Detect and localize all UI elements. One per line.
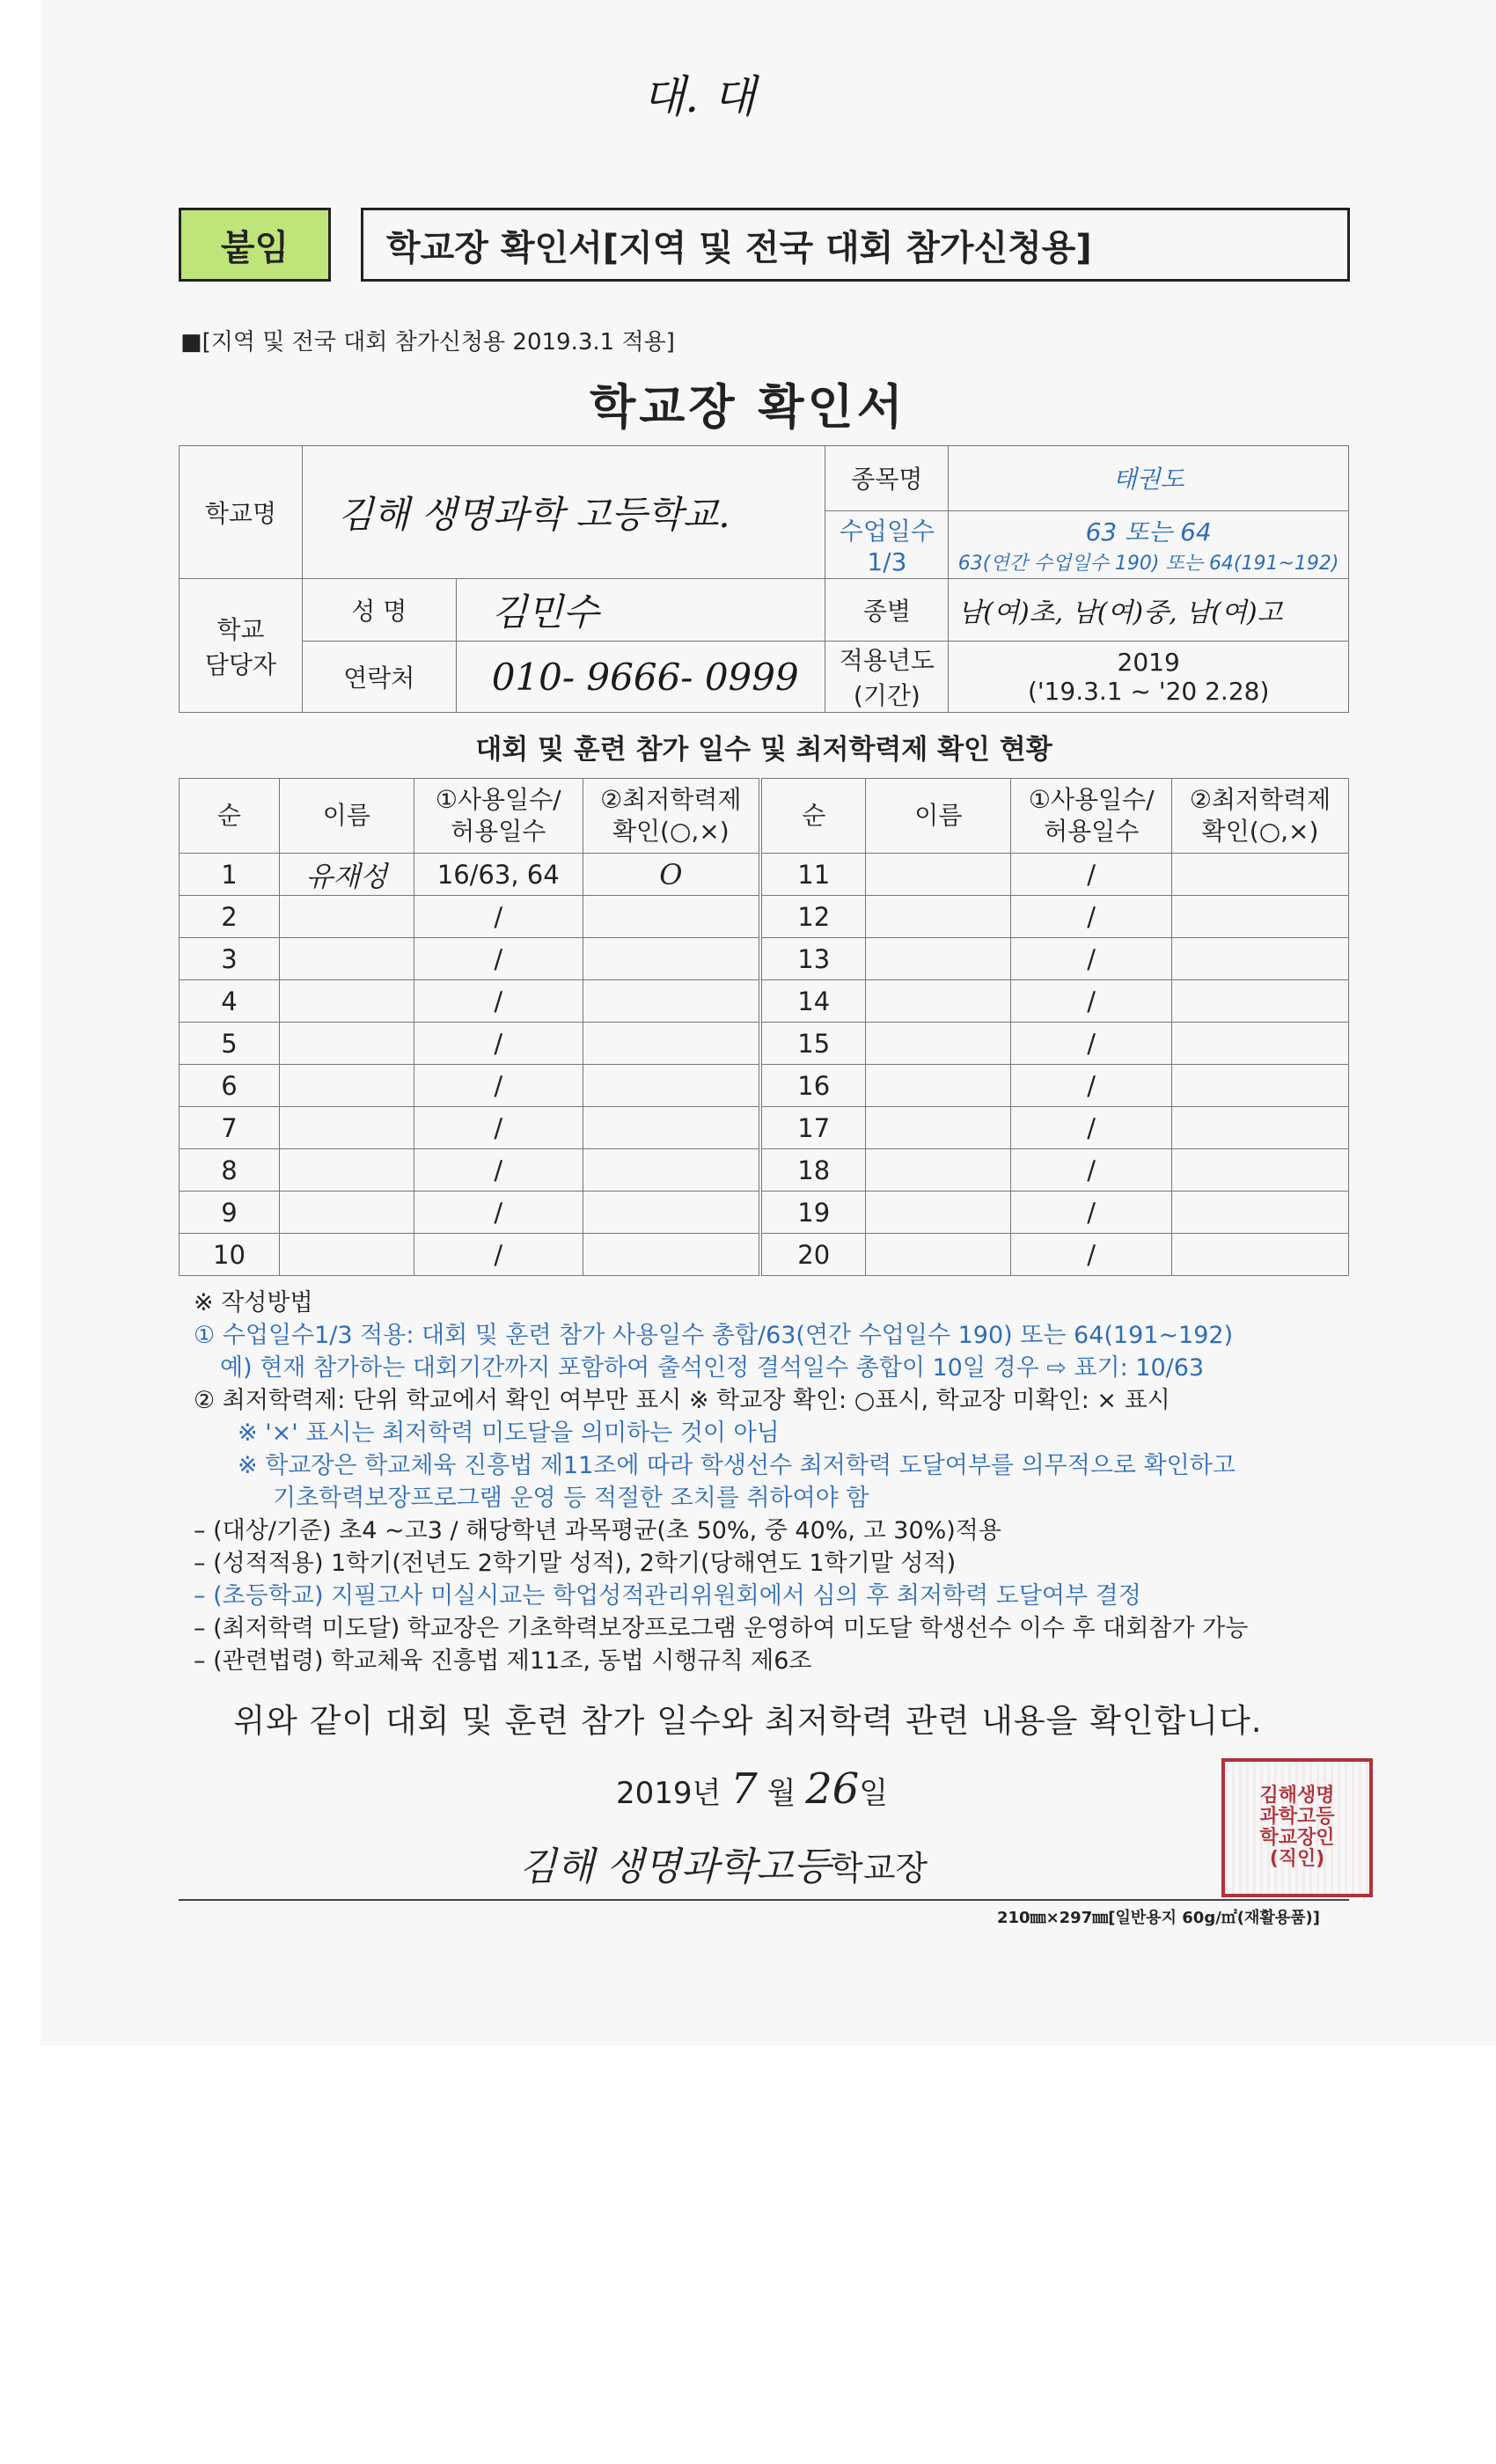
- col-header-academic-line1: ②최저학력제: [600, 785, 742, 814]
- row-days-right: /: [1011, 854, 1172, 896]
- row-name: [279, 1234, 414, 1276]
- table-row: [180, 854, 1349, 896]
- note-grades: – (성적적용) 1학기(전년도 2학기말 성적), 2학기(당해연도 1학기말 성적): [194, 1550, 957, 1577]
- note-1: ① 수업일수1/3 적용: 대회 및 훈련 참가 사용일수 총합/63(연간 수업일수 190) 또는 64(191~192): [194, 1322, 1234, 1349]
- col-header-academic-right-line1: ②최저학력제: [1189, 785, 1331, 814]
- row-academic: [583, 1107, 760, 1149]
- official-seal: [1221, 1758, 1373, 1897]
- row-name: [279, 980, 414, 1023]
- year-label-line2: (기간): [853, 681, 920, 710]
- principal-school-name: 김해 생명과학고등: [519, 1844, 832, 1889]
- table-row: [180, 1107, 1349, 1149]
- row-days: /: [414, 1023, 583, 1065]
- row-no-right: 20: [760, 1234, 866, 1276]
- col-header-no-right: 순: [760, 779, 866, 854]
- row-academic: [583, 1192, 760, 1234]
- year-value-line1: 2019: [1117, 648, 1180, 677]
- row-name: [279, 1192, 414, 1234]
- row-academic: [583, 1234, 760, 1276]
- table-row: [180, 1192, 1349, 1234]
- row-no: 6: [180, 1065, 280, 1107]
- table-row: [180, 1149, 1349, 1192]
- header-title: 학교장 확인서[지역 및 전국 대회 참가신청용]: [361, 208, 1350, 282]
- row-days: /: [414, 1149, 583, 1192]
- row-days-right: /: [1011, 1107, 1172, 1149]
- row-days-right: /: [1011, 1192, 1172, 1234]
- row-no-right: 13: [760, 938, 866, 980]
- year-value: [949, 642, 1349, 713]
- row-academic: [583, 1065, 760, 1107]
- row-name: [279, 1149, 414, 1192]
- paper-spec: 210㎜×297㎜[일반용지 60g/㎡(재활용품)]: [997, 1909, 1321, 1927]
- row-academic-right: [1172, 1107, 1349, 1149]
- section-heading: 대회 및 훈련 참가 일수 및 최저학력제 확인 현황: [475, 734, 1052, 766]
- participation-table: [179, 778, 1349, 1276]
- row-name-right: [866, 854, 1011, 896]
- staff-label-line1: 학교: [216, 614, 265, 644]
- row-days-right: /: [1011, 1065, 1172, 1107]
- gender-value: 남(여)초, 남(여)중, 남(여)고: [949, 579, 1349, 642]
- school-name-label: 학교명: [180, 446, 303, 579]
- row-name: [279, 1065, 414, 1107]
- row-name-right: [866, 1023, 1011, 1065]
- year-value-line2: ('19.3.1 ~ '20 2.28): [1027, 677, 1270, 706]
- col-header-days-line2: 허용일수: [451, 817, 546, 846]
- row-days-right: /: [1011, 1149, 1172, 1192]
- gender-label: 종별: [825, 579, 949, 642]
- row-no: 9: [180, 1192, 280, 1234]
- row-days: /: [414, 938, 583, 980]
- row-no: 3: [180, 938, 280, 980]
- date-month-value: 7: [730, 1764, 758, 1814]
- row-no-right: 11: [760, 854, 866, 896]
- note-below-standard: – (최저학력 미도달) 학교장은 기초학력보장프로그램 운영하여 미도달 학생선수 이수 후 대회참가 가능: [194, 1615, 1249, 1642]
- row-academic: O: [583, 854, 760, 896]
- col-header-academic-right-line2: 확인(○,×): [1201, 817, 1319, 846]
- handwritten-top-note: 대. 대: [642, 71, 756, 122]
- row-no-right: 19: [760, 1192, 866, 1234]
- attachment-badge: 붙임: [179, 208, 331, 282]
- row-days-right: /: [1011, 980, 1172, 1023]
- row-academic-right: [1172, 980, 1349, 1023]
- seal-label: (직인): [1269, 1848, 1325, 1870]
- row-no: 1: [180, 854, 280, 896]
- contact-value: 010- 9666- 0999: [456, 642, 825, 713]
- main-title: 학교장 확인서: [590, 379, 906, 435]
- col-header-days: [414, 779, 583, 854]
- event-value: 태권도: [949, 446, 1349, 511]
- row-academic: [583, 980, 760, 1023]
- table-row: [180, 1023, 1349, 1065]
- bottom-divider: [179, 1899, 1349, 1901]
- col-header-days-line1: ①사용일수/: [435, 785, 561, 814]
- row-no-right: 16: [760, 1065, 866, 1107]
- class-days-value-line2: 63(연간 수업일수 190) 또는 64(191~192): [957, 553, 1339, 576]
- note-2: ② 최저학력제: 단위 학교에서 확인 여부만 표시 ※ 학교장 확인: ○표시, 학교장 미확인: × 표시: [194, 1387, 1170, 1414]
- row-no: 5: [180, 1023, 280, 1065]
- seal-line-3: 학교장인: [1259, 1827, 1335, 1849]
- table-row: [180, 980, 1349, 1023]
- name-value: 김민수: [456, 579, 825, 642]
- col-header-days-right-line1: ①사용일수/: [1028, 785, 1155, 814]
- note-law: – (관련법령) 학교체육 진흥법 제11조, 동법 시행규칙 제6조: [194, 1647, 812, 1675]
- row-name-right: [866, 1065, 1011, 1107]
- class-days-label-line2: 1/3: [867, 547, 907, 577]
- row-academic-right: [1172, 1149, 1349, 1192]
- event-label: 종목명: [825, 446, 949, 511]
- row-name-right: [866, 1192, 1011, 1234]
- col-header-no: 순: [180, 779, 280, 854]
- row-academic: [583, 1149, 760, 1192]
- row-days: /: [414, 980, 583, 1023]
- class-days-label: [825, 510, 949, 578]
- row-academic-right: [1172, 1192, 1349, 1234]
- row-academic-right: [1172, 1234, 1349, 1276]
- year-label-line1: 적용년도: [839, 646, 935, 675]
- row-name: [279, 896, 414, 938]
- col-header-academic: [583, 779, 760, 854]
- row-no-right: 15: [760, 1023, 866, 1065]
- table-row: [180, 1234, 1349, 1276]
- row-name-right: [866, 1107, 1011, 1149]
- sub-note: ■[지역 및 전국 대회 참가신청용 2019.3.1 적용]: [180, 329, 675, 356]
- row-academic: [583, 896, 760, 938]
- school-name-value: 김해 생명과학 고등학교.: [302, 446, 825, 579]
- staff-label: [180, 579, 303, 713]
- note-target: – (대상/기준) 초4 ~고3 / 해당학년 과목평균(초 50%, 중 40%, 고 30%)적용: [194, 1517, 1001, 1544]
- note-2-sub-2: ※ 학교장은 학교체육 진흥법 제11조에 따라 학생선수 최저학력 도달여부를 의무적으로 확인하고: [238, 1452, 1236, 1479]
- writing-instructions: [194, 1287, 1373, 1677]
- contact-label: 연락처: [302, 642, 456, 713]
- row-no: 10: [180, 1234, 280, 1276]
- row-name: [279, 938, 414, 980]
- row-academic: [583, 938, 760, 980]
- date-day-value: 26: [805, 1764, 860, 1814]
- date-year: 2019년: [616, 1776, 722, 1811]
- signature-date: [616, 1764, 888, 1814]
- principal-title: 학교장: [831, 1849, 928, 1888]
- row-no: 7: [180, 1107, 280, 1149]
- name-label: 성 명: [302, 579, 456, 642]
- class-days-value-line1: 63 또는 64: [1085, 517, 1212, 547]
- seal-line-1: 김해생명: [1259, 1785, 1335, 1807]
- row-days: /: [414, 1234, 583, 1276]
- row-academic-right: [1172, 1065, 1349, 1107]
- row-days: /: [414, 896, 583, 938]
- col-header-academic-line2: 확인(○,×): [612, 817, 730, 846]
- date-month-label: 월: [766, 1776, 796, 1811]
- row-no: 2: [180, 896, 280, 938]
- row-days-right: /: [1011, 938, 1172, 980]
- date-day-label: 일: [859, 1776, 889, 1811]
- row-name: 유재성: [279, 854, 414, 896]
- row-academic-right: [1172, 854, 1349, 896]
- row-days: 16/63, 64: [414, 854, 583, 896]
- row-days: /: [414, 1065, 583, 1107]
- note-elementary: – (초등학교) 지필고사 미실시교는 학업성적관리위원회에서 심의 후 최저학력 도달여부 결정: [194, 1582, 1141, 1610]
- row-no-right: 18: [760, 1149, 866, 1192]
- row-no-right: 12: [760, 896, 866, 938]
- row-name-right: [866, 1234, 1011, 1276]
- row-name-right: [866, 896, 1011, 938]
- principal-signature: [519, 1835, 928, 1891]
- row-no-right: 17: [760, 1107, 866, 1149]
- class-days-value: [949, 510, 1349, 578]
- row-no-right: 14: [760, 980, 866, 1023]
- row-no: 8: [180, 1149, 280, 1192]
- col-header-days-right-line2: 허용일수: [1044, 817, 1140, 846]
- col-header-name: 이름: [279, 779, 414, 854]
- row-academic-right: [1172, 1023, 1349, 1065]
- row-no: 4: [180, 980, 280, 1023]
- note-1-example: 예) 현재 참가하는 대회기간까지 포함하여 출석인정 결석일수 총합이 10일 경우 ⇨ 표기: 10/63: [220, 1354, 1205, 1382]
- row-days: /: [414, 1192, 583, 1234]
- table-row: [180, 938, 1349, 980]
- row-days-right: /: [1011, 1023, 1172, 1065]
- staff-label-line2: 담당자: [204, 649, 277, 679]
- row-name-right: [866, 980, 1011, 1023]
- row-name: [279, 1023, 414, 1065]
- col-header-name-right: 이름: [866, 779, 1011, 854]
- row-days: /: [414, 1107, 583, 1149]
- table-row: [180, 896, 1349, 938]
- note-2-sub-1: ※ '×' 표시는 최저학력 미도달을 의미하는 것이 아님: [238, 1419, 780, 1447]
- row-name-right: [866, 938, 1011, 980]
- table-row: [180, 1065, 1349, 1107]
- info-table: [179, 445, 1349, 713]
- class-days-label-line1: 수업일수: [839, 517, 935, 546]
- row-name: [279, 1107, 414, 1149]
- col-header-days-right: [1011, 779, 1172, 854]
- row-days-right: /: [1011, 896, 1172, 938]
- col-header-academic-right: [1172, 779, 1349, 854]
- note-heading: ※ 작성방법: [194, 1289, 313, 1316]
- row-name-right: [866, 1149, 1011, 1192]
- confirm-statement: 위와 같이 대회 및 훈련 참가 일수와 최저학력 관련 내용을 확인합니다.: [233, 1702, 1263, 1740]
- seal-line-2: 과학고등: [1259, 1806, 1335, 1828]
- note-2-sub-2-cont: 기초학력보장프로그램 운영 등 적절한 조치를 취하여야 함: [273, 1485, 869, 1512]
- row-academic-right: [1172, 938, 1349, 980]
- row-days-right: /: [1011, 1234, 1172, 1276]
- row-academic: [583, 1023, 760, 1065]
- year-label: [825, 642, 949, 713]
- row-academic-right: [1172, 896, 1349, 938]
